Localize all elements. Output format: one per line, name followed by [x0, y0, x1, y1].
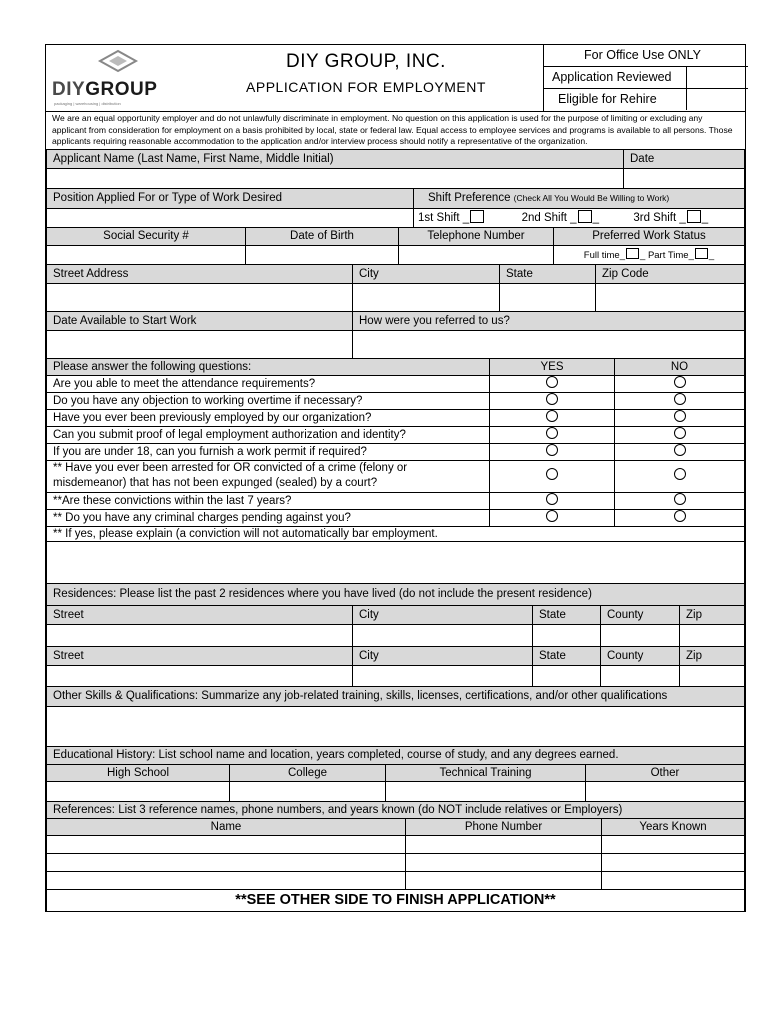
question-4: Can you submit proof of legal employment authorization and identity? — [47, 426, 490, 443]
res2-county-field[interactable] — [601, 665, 680, 686]
res2-county-label: County — [601, 646, 680, 665]
full-time-checkbox[interactable] — [626, 248, 639, 259]
res1-county-field[interactable] — [601, 624, 680, 646]
references-table — [46, 802, 745, 911]
res1-street-label: Street — [47, 605, 353, 624]
high-school-label: High School — [47, 764, 230, 781]
ref-years-label: Years Known — [602, 819, 745, 836]
residences-header: Residences: Please list the past 2 residences where you have lived (do not include the present residence) — [47, 584, 745, 605]
q7-yes-radio[interactable] — [546, 493, 558, 505]
res1-city-field[interactable] — [353, 624, 533, 646]
technical-training-field[interactable] — [386, 781, 586, 801]
education-header: Educational History: List school name and location, years completed, course of study, and any degrees earned. — [47, 747, 745, 764]
skills-table — [46, 687, 745, 748]
date-label: Date — [624, 150, 745, 169]
applicant-name-table — [46, 150, 745, 190]
high-school-field[interactable] — [47, 781, 230, 801]
position-table: Position Applied For or Type of Work Desired Shift Preference (Check All You Would Be Willing to Work) 1st Shift _ 2nd Shift _ _ 3rd Shift _ _ — [46, 189, 745, 228]
company-logo — [52, 49, 180, 107]
position-field[interactable] — [47, 208, 414, 227]
q5-no-radio[interactable] — [674, 444, 686, 456]
dob-label: Date of Birth — [246, 228, 399, 246]
other-education-label: Other — [586, 764, 745, 781]
q4-yes-radio[interactable] — [546, 427, 558, 439]
question-3: Have you ever been previously employed by our organization? — [47, 409, 490, 426]
ssn-label: Social Security # — [47, 228, 246, 246]
res2-street-field[interactable] — [47, 665, 353, 686]
work-status-label: Preferred Work Status — [554, 228, 745, 246]
explain-field[interactable] — [47, 542, 745, 584]
explain-label: ** If yes, please explain (a conviction will not automatically bar employment. — [47, 526, 745, 542]
technical-training-label: Technical Training — [386, 764, 586, 781]
res1-zip-field[interactable] — [680, 624, 745, 646]
q4-no-radio[interactable] — [674, 427, 686, 439]
shift-note: (Check All You Would Be Willing to Work) — [513, 193, 670, 204]
question-6-line2: misdemeanor) that has not been expunged (sealed) by a court? — [53, 477, 378, 489]
shift1-checkbox[interactable] — [470, 210, 484, 223]
ssn-field[interactable] — [47, 246, 246, 265]
question-8: ** Do you have any criminal charges pending against you? — [47, 509, 490, 526]
referred-field[interactable] — [353, 331, 745, 359]
yes-header: YES — [490, 359, 615, 375]
applicant-name-field[interactable] — [47, 169, 624, 189]
question-1: Are you able to meet the attendance requirements? — [47, 375, 490, 392]
part-time-checkbox[interactable] — [695, 248, 708, 259]
question-7: **Are these convictions within the last 7 years? — [47, 492, 490, 509]
questions-table — [46, 359, 745, 584]
state-field[interactable] — [500, 283, 596, 311]
street-address-field[interactable] — [47, 283, 353, 311]
applicant-name-label: Applicant Name (Last Name, First Name, Middle Initial) — [47, 150, 624, 169]
part-time-label: Part Time — [647, 249, 689, 261]
ref2-phone-field[interactable] — [406, 854, 602, 872]
logo-wordmark: DIYGROUP — [52, 79, 158, 100]
form-title: APPLICATION FOR EMPLOYMENT — [246, 79, 486, 95]
skills-label: Other Skills & Qualifications: Summarize any job-related training, skills, licenses, certifications, and/or other qualifications — [47, 687, 745, 707]
zip-code-label: Zip Code — [596, 265, 745, 283]
application-reviewed-label: Application Reviewed — [552, 70, 672, 84]
res2-city-label: City — [353, 646, 533, 665]
res2-zip-field[interactable] — [680, 665, 745, 686]
ref2-years-field[interactable] — [602, 854, 745, 872]
date-field[interactable] — [624, 169, 745, 189]
references-header: References: List 3 reference names, phone numbers, and years known (do NOT include relatives or Employers) — [47, 802, 745, 819]
question-5: If you are under 18, can you furnish a work permit if required? — [47, 443, 490, 460]
ref2-name-field[interactable] — [47, 854, 406, 872]
skills-field[interactable] — [47, 707, 745, 747]
state-label: State — [500, 265, 596, 283]
zip-code-field[interactable] — [596, 283, 745, 311]
other-education-field[interactable] — [586, 781, 745, 801]
res1-state-field[interactable] — [533, 624, 601, 646]
application-form — [45, 44, 746, 912]
city-label: City — [353, 265, 500, 283]
shift-preference-label: Shift Preference — [428, 192, 511, 205]
res2-state-field[interactable] — [533, 665, 601, 686]
ref1-phone-field[interactable] — [406, 836, 602, 854]
education-table — [46, 747, 745, 802]
q3-yes-radio[interactable] — [546, 410, 558, 422]
office-use-box — [543, 45, 748, 111]
ref3-phone-field[interactable] — [406, 872, 602, 890]
q3-no-radio[interactable] — [674, 410, 686, 422]
form-header — [46, 45, 745, 112]
res1-zip-label: Zip — [680, 605, 745, 624]
res1-state-label: State — [533, 605, 601, 624]
question-6-line1: ** Have you ever been arrested for OR convicted of a crime (felony or — [53, 462, 408, 474]
shift3-label: 3rd Shift — [633, 212, 677, 224]
res1-county-label: County — [601, 605, 680, 624]
ref-name-label: Name — [47, 819, 406, 836]
question-2: Do you have any objection to working overtime if necessary? — [47, 392, 490, 409]
q6-no-radio[interactable] — [674, 468, 686, 480]
ref3-name-field[interactable] — [47, 872, 406, 890]
res2-zip-label: Zip — [680, 646, 745, 665]
phone-field[interactable] — [399, 246, 554, 265]
office-use-heading: For Office Use ONLY — [584, 48, 701, 62]
res2-city-field[interactable] — [353, 665, 533, 686]
college-field[interactable] — [230, 781, 386, 801]
q2-no-radio[interactable] — [674, 393, 686, 405]
start-table — [46, 312, 745, 360]
full-time-label: Full time — [583, 249, 620, 261]
q6-yes-radio[interactable] — [546, 468, 558, 480]
ref1-name-field[interactable] — [47, 836, 406, 854]
q1-yes-radio[interactable] — [546, 376, 558, 388]
q7-no-radio[interactable] — [674, 493, 686, 505]
q2-yes-radio[interactable] — [546, 393, 558, 405]
res2-state-label: State — [533, 646, 601, 665]
dob-field[interactable] — [246, 246, 399, 265]
ref1-years-field[interactable] — [602, 836, 745, 854]
q1-no-radio[interactable] — [674, 376, 686, 388]
start-date-field[interactable] — [47, 331, 353, 359]
application-reviewed-field[interactable] — [686, 67, 749, 88]
res1-street-field[interactable] — [47, 624, 353, 646]
eligible-rehire-field[interactable] — [686, 89, 749, 110]
see-other-side-note: **SEE OTHER SIDE TO FINISH APPLICATION** — [47, 890, 745, 911]
q5-yes-radio[interactable] — [546, 444, 558, 456]
personal-table: Social Security # Date of Birth Telephone Number Preferred Work Status Full time_ _ Part Time_ _ — [46, 228, 745, 266]
start-date-label: Date Available to Start Work — [47, 312, 353, 331]
res1-city-label: City — [353, 605, 533, 624]
no-header: NO — [615, 359, 745, 375]
q8-no-radio[interactable] — [674, 510, 686, 522]
company-name: DIY GROUP, INC. — [286, 51, 446, 72]
eeo-statement: We are an equal opportunity employer and do not unlawfully discriminate in employment. No question on this application is used for the purpose of limiting or excluding any applicant from consideration for employment on a basis prohibited by local, state or federal law. Equal access to employee services and programs is available to all persons. Those applicants requiring reasonable accommodation to the application and/or interview process should notify a representative of the organization. — [46, 112, 745, 150]
logo-diamond-icon — [96, 49, 140, 75]
q8-yes-radio[interactable] — [546, 510, 558, 522]
questions-header: Please answer the following questions: — [47, 359, 490, 375]
eligible-rehire-label: Eligible for Rehire — [558, 92, 657, 106]
logo-tagline: packaging | warehousing | distribution — [54, 101, 121, 106]
res2-street-label: Street — [47, 646, 353, 665]
shift3-checkbox[interactable] — [687, 210, 701, 223]
phone-label: Telephone Number — [399, 228, 554, 246]
street-address-label: Street Address — [47, 265, 353, 283]
shift2-checkbox[interactable] — [578, 210, 592, 223]
ref3-years-field[interactable] — [602, 872, 745, 890]
address-table — [46, 265, 745, 312]
city-field[interactable] — [353, 283, 500, 311]
college-label: College — [230, 764, 386, 781]
ref-phone-label: Phone Number — [406, 819, 602, 836]
position-label: Position Applied For or Type of Work Desired — [47, 189, 414, 208]
referred-label: How were you referred to us? — [353, 312, 745, 331]
residences-table — [46, 584, 745, 687]
shift1-label: 1st Shift — [418, 212, 460, 224]
shift2-label: 2nd Shift — [521, 212, 567, 224]
